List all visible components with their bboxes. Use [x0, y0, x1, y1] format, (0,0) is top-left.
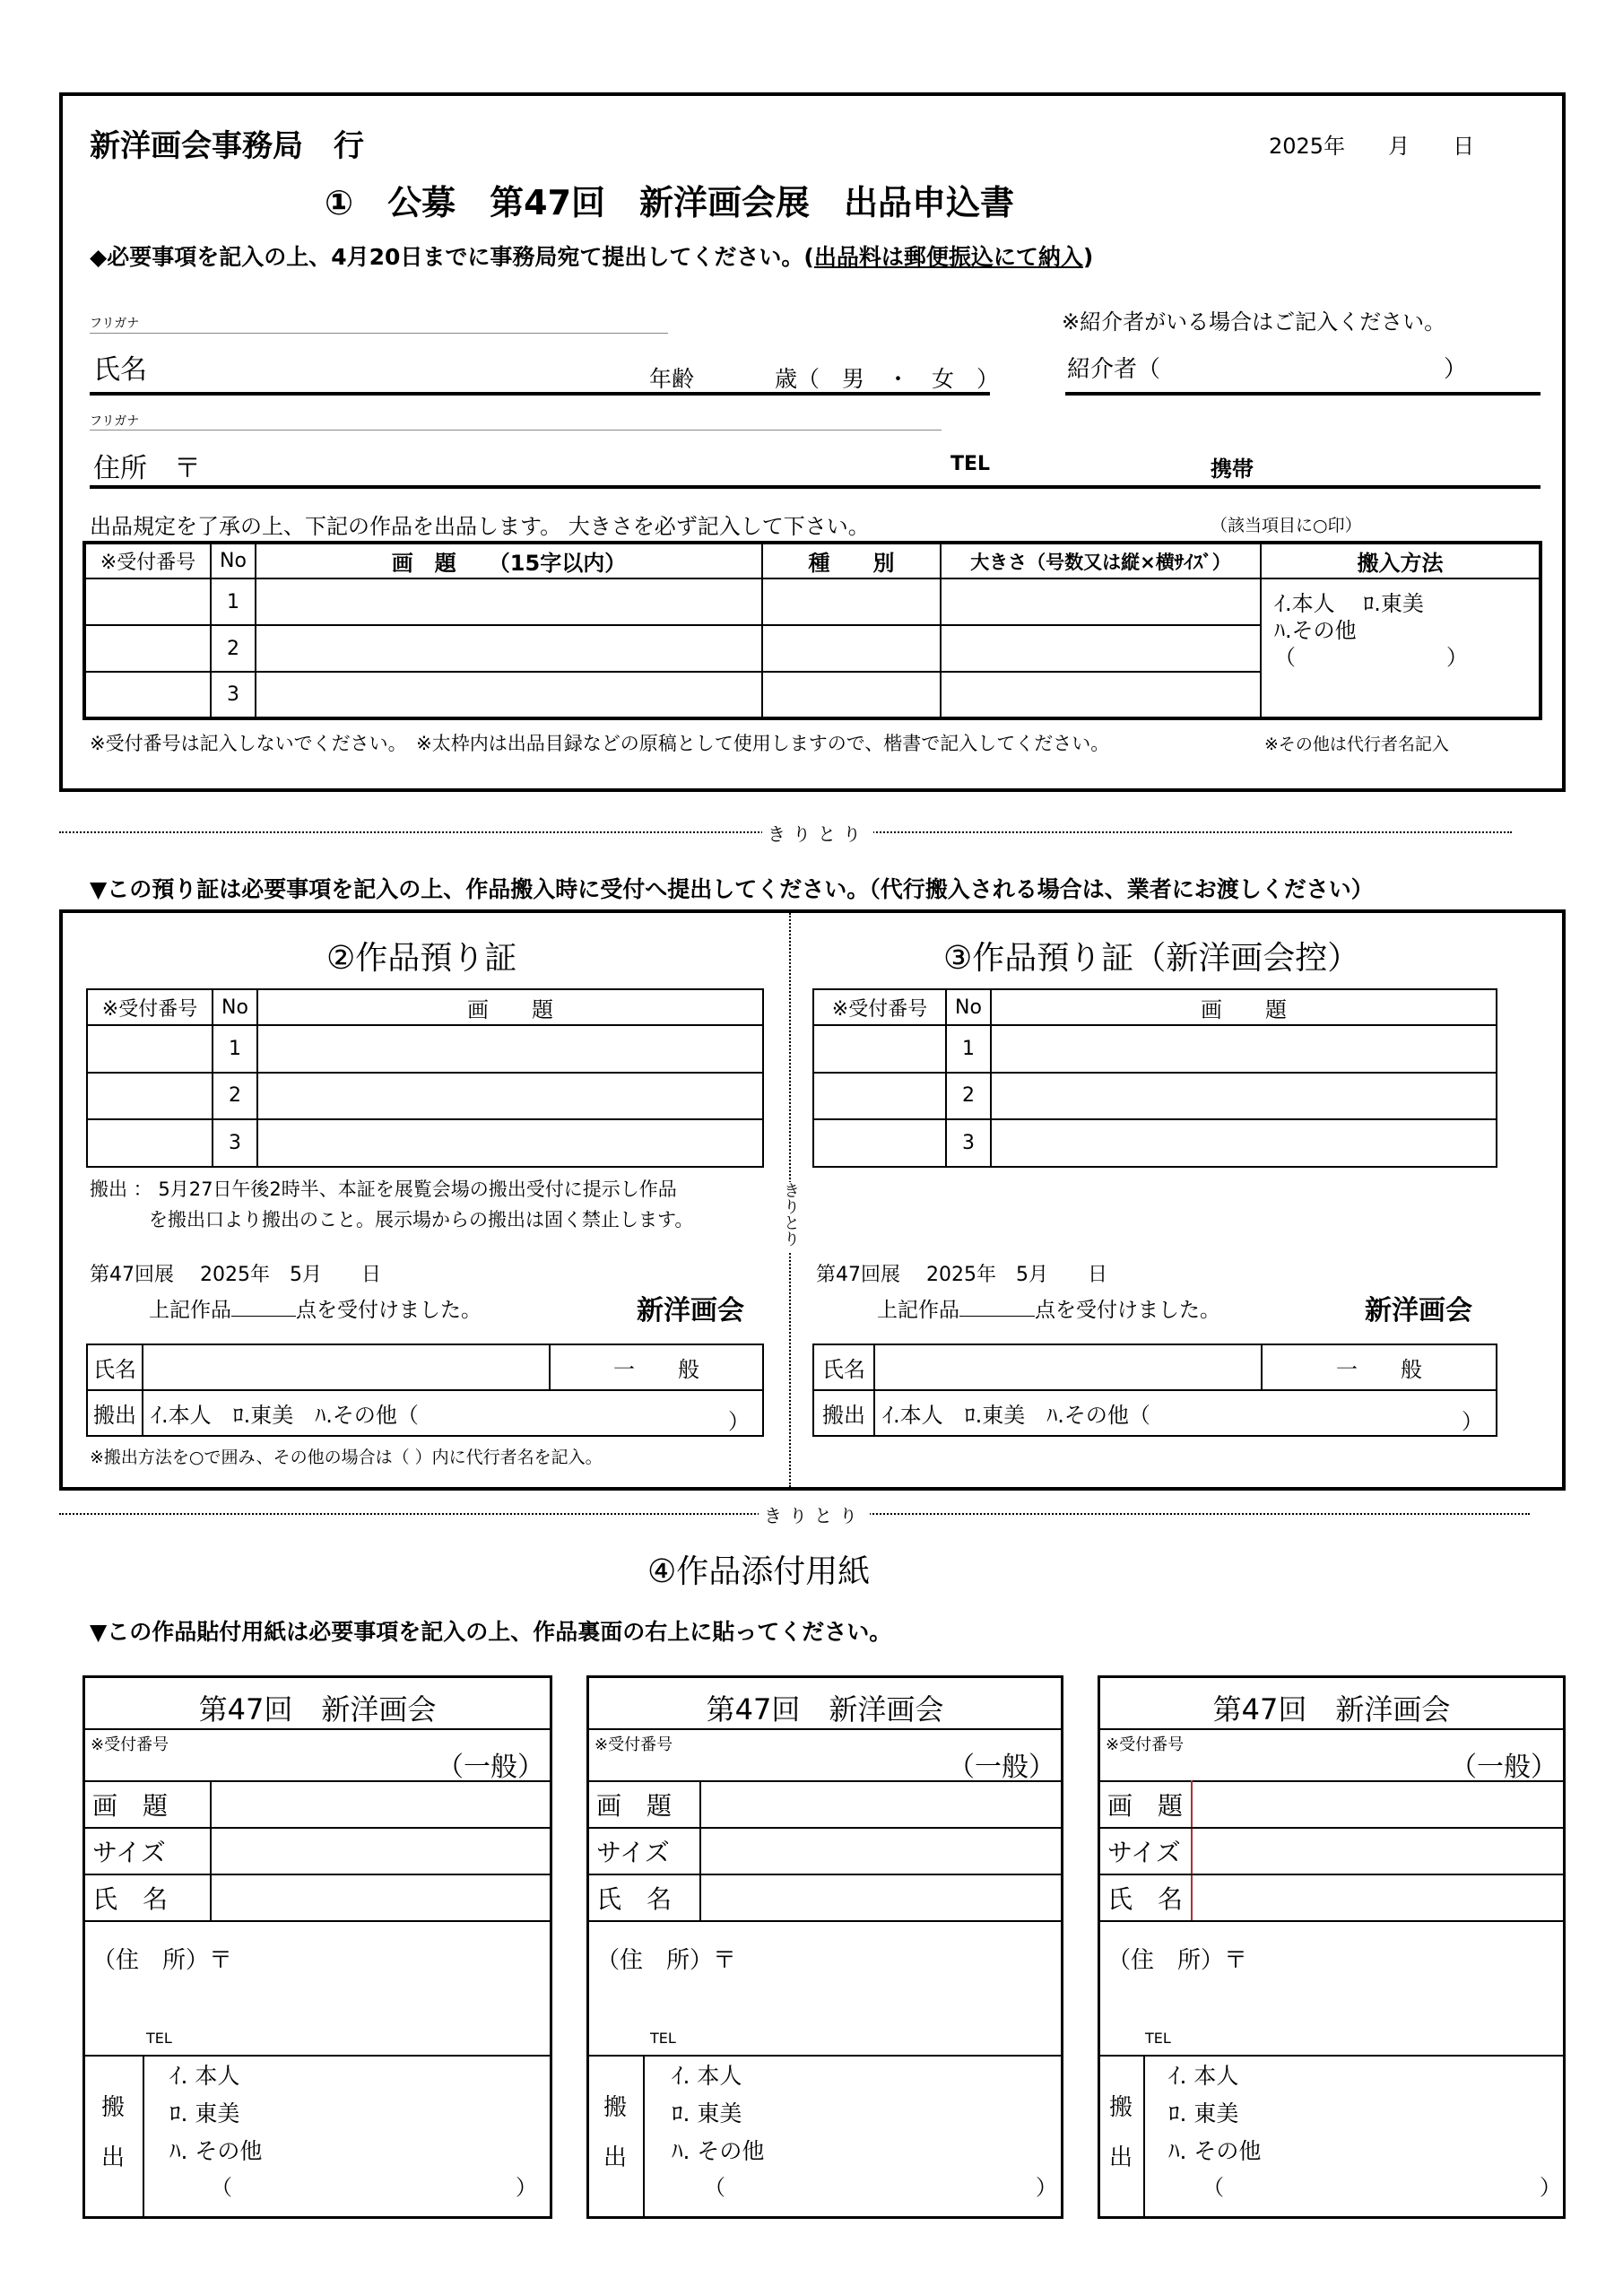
type-cell[interactable] — [762, 578, 941, 625]
tag-method-divider — [643, 2055, 645, 2216]
receipt-box — [59, 909, 1566, 1491]
tag-method-line — [589, 2055, 1061, 2057]
footer-note-other: ※その他は代行者名記入 — [1264, 735, 1449, 754]
form-title: ① 公募 第47回 新洋画会展 出品申込書 — [325, 183, 1015, 222]
tag-title-label: 画 題 — [589, 1781, 700, 1828]
tag-address-label: （住 所）〒 — [1107, 1947, 1248, 1974]
title-cell[interactable] — [256, 625, 762, 672]
header-title: 画 題 （15字以内） — [256, 543, 762, 578]
name-cell[interactable] — [143, 1344, 550, 1390]
category-cell: 一 般 — [1262, 1344, 1497, 1390]
receipt-org: 新洋画会 — [1365, 1295, 1472, 1326]
header-no: No — [211, 543, 256, 578]
tag-size-field[interactable] — [700, 1828, 1061, 1874]
tag-address-label: （住 所）〒 — [92, 1947, 233, 1974]
tag-category: （一般） — [437, 1752, 544, 1783]
form-instruction — [90, 239, 1093, 272]
type-cell[interactable] — [762, 625, 941, 672]
entry-table — [82, 541, 1542, 720]
received-pre: 上記作品 — [149, 1299, 231, 1322]
row-number: 1 — [946, 1025, 991, 1073]
cut-label-1: きりとり — [762, 820, 873, 846]
tag-title-line — [1100, 1728, 1563, 1730]
receipt-no-cell[interactable] — [84, 578, 211, 625]
tag-category: （一般） — [948, 1752, 1055, 1783]
age-label: 年齢 — [649, 366, 695, 392]
receipt-right-title: ③作品預り証（新洋画会控） — [943, 940, 1360, 977]
pickup-methods[interactable] — [143, 1390, 763, 1436]
received-post: 点を受付けました。 — [1035, 1299, 1220, 1322]
tag-receipt-no: ※受付番号 — [595, 1735, 673, 1754]
received-count-field[interactable] — [231, 1296, 296, 1317]
tag-name-field[interactable] — [1192, 1874, 1563, 1921]
receipt-no-cell[interactable] — [87, 1073, 213, 1120]
tag-tel-label: TEL — [1145, 2030, 1171, 2047]
row-number: 2 — [946, 1073, 991, 1120]
tag-method-line — [1100, 2055, 1563, 2057]
tag-method-3: ﾊ. その他 — [672, 2138, 765, 2164]
title-cell[interactable] — [991, 1073, 1497, 1120]
age-unit: 歳（ 男 ・ 女 ） — [775, 366, 1000, 392]
receipt-no-cell[interactable] — [87, 1025, 213, 1073]
received-post: 点を受付けました。 — [296, 1299, 482, 1322]
circle-note: （該当項目に○印） — [1211, 516, 1362, 535]
application-form — [59, 92, 1566, 792]
tag-paren-open: （ — [1202, 2175, 1224, 2200]
exhibit-date: 第47回展 2025年 5月 日 — [816, 1264, 1107, 1286]
instruction-close: ) — [1082, 244, 1094, 270]
name-label: 氏名 — [87, 1344, 143, 1390]
tag-title-label: 画 題 — [85, 1781, 211, 1828]
header-title: 画 題 — [991, 989, 1497, 1025]
tag-title-field[interactable] — [1192, 1781, 1563, 1828]
type-cell[interactable] — [762, 672, 941, 718]
tag-title-field[interactable] — [700, 1781, 1061, 1828]
delivery-line-2: ﾊ.その他 — [1274, 618, 1357, 643]
tel-label: TEL — [950, 453, 991, 475]
artwork-tag — [1098, 1675, 1566, 2219]
row-number: 3 — [211, 672, 256, 718]
receipt-right-table — [812, 988, 1497, 1168]
tag-size-label: サイズ — [589, 1828, 700, 1874]
header-no: No — [946, 989, 991, 1025]
tag-receipt-no: ※受付番号 — [1106, 1735, 1185, 1754]
receipt-no-cell[interactable] — [813, 1025, 946, 1073]
tag-title: 第47回 新洋画会 — [706, 1692, 944, 1726]
pickup-methods-text: ｲ.本人 ﾛ.東美 ﾊ.その他（ — [882, 1403, 1150, 1428]
title-cell[interactable] — [257, 1025, 763, 1073]
size-cell[interactable] — [941, 625, 1261, 672]
receipt-left-title: ②作品預り証 — [326, 940, 517, 977]
cut-label-2: きりとり — [759, 1501, 870, 1527]
pickup-methods[interactable] — [874, 1390, 1497, 1436]
artwork-tag — [586, 1675, 1063, 2219]
tag-title: 第47回 新洋画会 — [1212, 1692, 1451, 1726]
row-number: 3 — [213, 1119, 257, 1167]
tag-title: 第47回 新洋画会 — [198, 1692, 437, 1726]
receipt-no-cell[interactable] — [84, 672, 211, 718]
pickup-methods-text: ｲ.本人 ﾛ.東美 ﾊ.その他（ — [151, 1403, 419, 1428]
received-text — [877, 1293, 1220, 1323]
header-delivery: 搬入方法 — [1261, 543, 1541, 578]
tag-title-field[interactable] — [211, 1781, 550, 1828]
tag-out-label-2: 出 — [101, 2144, 126, 2171]
header-receipt-no: ※受付番号 — [813, 989, 946, 1025]
row-number: 1 — [213, 1025, 257, 1073]
received-text — [149, 1293, 482, 1323]
row-number: 2 — [213, 1073, 257, 1120]
pickup-close: ） — [728, 1409, 750, 1434]
tag-paren-close: ） — [1540, 2175, 1561, 2200]
tag-name-label: 氏 名 — [85, 1874, 211, 1921]
delivery-method-cell[interactable] — [1261, 578, 1541, 718]
header-receipt-no: ※受付番号 — [84, 543, 211, 578]
title-cell[interactable] — [256, 672, 762, 718]
tag-tel-label: TEL — [146, 2030, 172, 2047]
attach-title: ④作品添付用紙 — [647, 1553, 871, 1590]
pickup-line-1: 搬出 ： 5月27日午後2時半、本証を展覧会場の搬出受付に提示し作品 — [90, 1178, 677, 1200]
name-cell[interactable] — [874, 1344, 1262, 1390]
tag-address-label: （住 所）〒 — [596, 1947, 737, 1974]
name-label: 氏名 — [813, 1344, 874, 1390]
size-cell[interactable] — [941, 578, 1261, 625]
vertical-cut-label — [778, 1182, 802, 1252]
tag-method-1: ｲ. 本人 — [672, 2063, 742, 2089]
name-label: 氏名 — [93, 354, 147, 386]
tag-name-label: 氏 名 — [1100, 1874, 1192, 1921]
category-cell: 一 般 — [550, 1344, 763, 1390]
tag-paren-open: （ — [211, 2175, 232, 2200]
tag-fields — [589, 1780, 1061, 1922]
receipt-instruction: ▼この預り証は必要事項を記入の上、作品搬入時に受付へ提出してください。（代行搬入される場合は、業者にお渡しください） — [90, 876, 1374, 902]
referrer-note: ※紹介者がいる場合はご記入ください。 — [1062, 309, 1446, 335]
receipt-org: 新洋画会 — [637, 1295, 744, 1326]
tag-method-2: ﾛ. 東美 — [169, 2100, 240, 2126]
referrer-label: 紹介者（ — [1067, 356, 1161, 383]
mobile-label: 携帯 — [1211, 457, 1254, 482]
tag-method-divider — [1143, 2055, 1145, 2216]
received-pre: 上記作品 — [877, 1299, 959, 1322]
pickup-close: ） — [1462, 1409, 1483, 1434]
tag-out-label-1: 搬 — [1109, 2094, 1133, 2121]
tag-name-field[interactable] — [700, 1874, 1061, 1921]
address-field[interactable] — [90, 485, 1541, 489]
addressee: 新洋画会事務局 行 — [90, 128, 364, 164]
tag-title-label: 画 題 — [1100, 1781, 1192, 1828]
title-cell[interactable] — [257, 1073, 763, 1120]
tag-method-3: ﾊ. その他 — [169, 2138, 263, 2164]
receipt-no-cell[interactable] — [87, 1119, 213, 1167]
tag-size-field[interactable] — [1192, 1828, 1563, 1874]
delivery-line-3: （ ） — [1274, 645, 1468, 670]
tag-method-line — [85, 2055, 550, 2057]
row-number: 3 — [946, 1119, 991, 1167]
header-type: 種 別 — [762, 543, 941, 578]
receipt-no-cell[interactable] — [813, 1073, 946, 1120]
name-field[interactable] — [90, 392, 990, 396]
address-label: 住所 〒 — [93, 453, 201, 484]
tag-paren-open: （ — [704, 2175, 725, 2200]
referrer-close: ） — [1444, 356, 1468, 383]
receipt-no-cell[interactable] — [84, 625, 211, 672]
header-no: No — [213, 989, 257, 1025]
furigana-label-2: フリガナ — [90, 414, 140, 429]
tag-size-label: サイズ — [85, 1828, 211, 1874]
pickup-label: 搬出 — [813, 1390, 874, 1436]
title-cell[interactable] — [256, 578, 762, 625]
tag-method-3: ﾊ. その他 — [1168, 2138, 1262, 2164]
header-receipt-no: ※受付番号 — [87, 989, 213, 1025]
title-cell[interactable] — [991, 1119, 1497, 1167]
tag-title-line — [85, 1728, 550, 1730]
tag-paren-close: ） — [1036, 2175, 1057, 2200]
rules-text: 出品規定を了承の上、下記の作品を出品します。 大きさを必ず記入して下さい。 — [90, 514, 870, 539]
tag-size-label: サイズ — [1100, 1828, 1192, 1874]
receipt-no-cell[interactable] — [813, 1119, 946, 1167]
tag-method-1: ｲ. 本人 — [169, 2063, 240, 2089]
tag-method-divider — [143, 2055, 144, 2216]
tag-method-1: ｲ. 本人 — [1168, 2063, 1239, 2089]
attach-instruction: ▼この作品貼付用紙は必要事項を記入の上、作品裏面の右上に貼ってください。 — [90, 1619, 892, 1645]
header-size: 大きさ（号数又は縦×横ｻｲｽﾞ） — [941, 543, 1261, 578]
tag-out-label-1: 搬 — [101, 2094, 126, 2121]
tag-receipt-no: ※受付番号 — [91, 1735, 169, 1754]
instruction-text: ◆必要事項を記入の上、4月20日までに事務局宛て提出してください。( — [90, 244, 814, 270]
furigana-label: フリガナ — [90, 317, 140, 331]
referrer-field[interactable] — [1065, 392, 1541, 396]
tag-title-line — [589, 1728, 1061, 1730]
tag-fields — [1100, 1780, 1563, 1922]
pickup-line-2: を搬出口より搬出のこと。展示場からの搬出は固く禁止します。 — [149, 1209, 694, 1231]
header-title: 画 題 — [257, 989, 763, 1025]
tag-name-field[interactable] — [211, 1874, 550, 1921]
footer-note: ※受付番号は記入しないでください。 ※太枠内は出品目録などの原稿として使用しますので、楷書で記入してください。 — [90, 733, 1110, 754]
delivery-line-1: ｲ.本人 ﾛ.東美 — [1274, 591, 1424, 616]
pickup-label: 搬出 — [87, 1390, 143, 1436]
pickup-note: ※搬出方法を○で囲み、その他の場合は（ ）内に代行者名を記入。 — [90, 1448, 603, 1467]
tag-out-label-2: 出 — [603, 2144, 628, 2171]
receipt-left-table — [86, 988, 764, 1168]
furigana-line — [90, 333, 668, 334]
vertical-cut-text: きりとり — [781, 1182, 800, 1247]
tag-category: （一般） — [1450, 1752, 1558, 1783]
tag-out-label-2: 出 — [1109, 2144, 1133, 2171]
exhibit-date: 第47回展 2025年 5月 日 — [90, 1264, 381, 1286]
tag-out-label-1: 搬 — [603, 2094, 628, 2121]
row-number: 1 — [211, 578, 256, 625]
artwork-tag — [82, 1675, 552, 2219]
tag-tel-label: TEL — [650, 2030, 676, 2047]
size-cell[interactable] — [941, 672, 1261, 718]
receipt-left-name-table — [86, 1344, 764, 1437]
received-count-field[interactable] — [959, 1296, 1035, 1317]
tag-name-label: 氏 名 — [589, 1874, 700, 1921]
tag-method-2: ﾛ. 東美 — [1168, 2100, 1239, 2126]
tag-size-field[interactable] — [211, 1828, 550, 1874]
receipt-right-name-table — [812, 1344, 1497, 1437]
row-number: 2 — [211, 625, 256, 672]
title-cell[interactable] — [257, 1119, 763, 1167]
title-cell[interactable] — [991, 1025, 1497, 1073]
fee-note: 出品料は郵便振込にて納入 — [813, 244, 1083, 270]
tag-method-2: ﾛ. 東美 — [672, 2100, 742, 2126]
tag-fields — [85, 1780, 550, 1922]
form-date: 2025年 月 日 — [1269, 134, 1475, 159]
tag-paren-close: ） — [516, 2175, 537, 2200]
